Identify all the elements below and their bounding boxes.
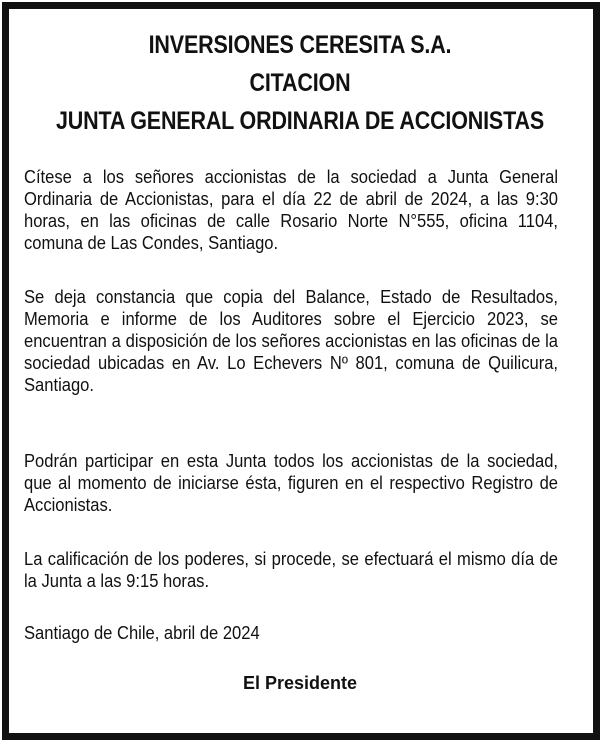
meeting-title: JUNTA GENERAL ORDINARIA DE ACCIONISTAS — [56, 107, 544, 135]
documents-availability-paragraph: Se deja constancia que copia del Balance, Estado de Resultados, Memoria e informe de los Auditores sobre el Ejercicio 2023, se encuentran a disposición de los señores accionistas en las oficinas de la sociedad ubicadas en Av. Lo Echevers Nº 801, comuna de Quilicura, Santiago. — [24, 287, 559, 395]
notice-type: CITACION — [249, 69, 351, 97]
participation-paragraph: Podrán participar en esta Junta todos los accionistas de la sociedad, que al momento de iniciarse ésta, figuren en el respectivo Registro de Accionistas. — [24, 451, 559, 515]
proxy-qualification-paragraph: La calificación de los poderes, si procede, se efectuará el mismo día de la Junta a las 9:15 horas. — [24, 549, 559, 591]
notice-heading — [42, 26, 558, 140]
company-name: INVERSIONES CERESITA S.A. — [148, 31, 452, 59]
place-date: Santiago de Chile, abril de 2024 — [24, 623, 260, 643]
signature-line: El Presidente — [242, 673, 358, 693]
meeting-details-paragraph: Cítese a los señores accionistas de la sociedad a Junta General Ordinaria de Accionistas, para el día 22 de abril de 2024, a las 9:30 horas, en las oficinas de calle Rosario Norte N°555, oficina 1104, comuna de Las Condes, Santiago. — [24, 167, 559, 253]
